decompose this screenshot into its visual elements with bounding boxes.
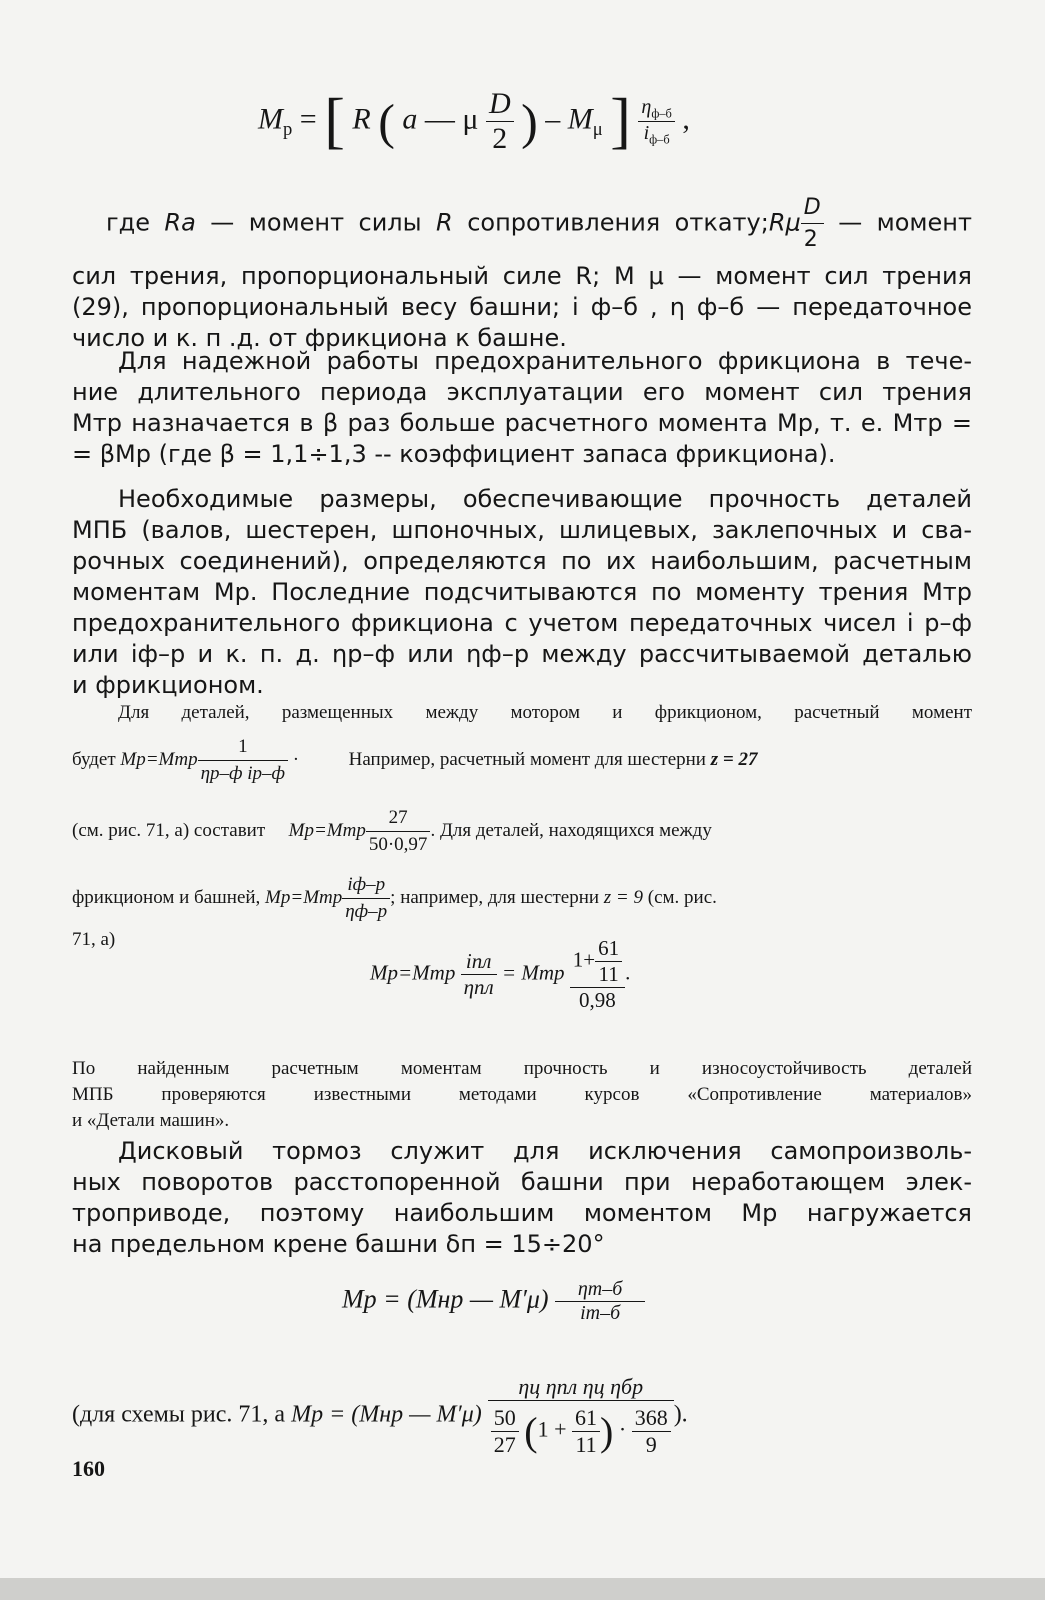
text-line: МПБ (валов, шестерен, шпоночных, шлицевых, заклепочных и сва- (72, 516, 972, 544)
paragraph-safety-friction (72, 346, 972, 470)
page-number: 160 (72, 1456, 105, 1481)
text-line: Mтр назначается в β раз больше расчетного момента Mр, т. е. Mтр = (72, 409, 972, 437)
paragraph-definitions (72, 192, 972, 354)
text-line: Для надежной работы предохранительного фрикциона в тече- (118, 347, 972, 375)
text-line: (29), пропорциональный весу башни; i ф–б , η ф–б — передаточное (72, 293, 972, 321)
formula-gear-moment: Mр=Mтр $\frac{\text{iпл}}{\text{ηпл}}$ = Mтр 1+ $\frac{61}{11}$ 0,98 . (370, 936, 631, 1012)
fraction-d-over-2: $\frac{D}{2}$ (486, 87, 514, 156)
formula-brake-moment: Mр = (Mнр — M′μ) $\frac{\eta т-б}{iт-б}$ (342, 1278, 645, 1325)
text-line: где Ra — момент силы R сопротивления откату;Rμ $\frac{D}{2}$ — момент (72, 192, 972, 255)
text-line: Для деталей, размещенных между мотором и фрикционом, расчетный момент (118, 702, 972, 723)
text-line: = βMр (где β = 1,1÷1,3 -- коэффициент запаса фрикциона). (72, 440, 836, 468)
text-line: МПБ проверяются известными методами курсов «Сопротивление материалов» (72, 1084, 972, 1105)
paragraph-disc-brake (72, 1136, 972, 1260)
text-line: рочных соединений), определяются по их наибольшим, расчетным (72, 547, 972, 575)
scan-bottom-edge (0, 1578, 1045, 1600)
text-line: или iф–р и к. п. д. ηр–ф или ηф–р между рассчитываемой деталью (72, 640, 972, 668)
left-paren: ( (378, 93, 395, 150)
text-line: моментам Mр. Последние подсчитываются по моменту трения Mтр (72, 578, 972, 606)
text-line: (см. рис. 71, а) составит Mр=Mтр $\frac{27}{50\cdot 0,97}$ . Для деталей, находящихся между (72, 805, 972, 858)
text-line: фрикционом и башней, Mр=Mтр $\frac{iф-р}{\eta ф-р}$ ; например, для шестерни z = 9 (см. рис. (72, 872, 972, 925)
text-line: ние длительного периода эксплуатации его момент сил трения (72, 378, 972, 406)
text-line: По найденным расчетным моментам прочность и износоустойчивость деталей (72, 1058, 972, 1079)
fraction-eta-over-i: $\frac{\eta_{ф-б}}{i_{ф-б}}$ (638, 96, 674, 148)
text-line: троприводе, поэтому наибольшим моментом Mр нагружается (72, 1199, 972, 1227)
text-line: предохранительного фрикциона с учетом передаточных чисел i р–ф (72, 609, 972, 637)
smallprint-verification (72, 1056, 972, 1134)
text-line: и фрикционом. (72, 671, 264, 699)
text-line: ных поворотов расстопоренной башни при неработающем элек- (72, 1168, 972, 1196)
text-line: и «Детали машин». (72, 1110, 230, 1131)
right-bracket: ] (610, 87, 631, 155)
text-line: Дисковый тормоз служит для исключения самопроизволь- (118, 1137, 972, 1165)
smallprint-example (72, 700, 972, 953)
formula-moment-rotation: $M_р$ = [ R ( a — μ $\frac{D}{2}$ ) – $M_\mu$ ] $\frac{\eta_{ф-б}}{i_{ф-б}}$ , (258, 87, 690, 155)
text-line: на предельном крене башни δп = 15÷20° (72, 1230, 605, 1258)
text-line: 71, а) (72, 929, 116, 950)
text-line: Необходимые размеры, обеспечивающие прочность деталей (118, 485, 972, 513)
paragraph-dimensions (72, 484, 972, 701)
text-line: будет Mр=Mтр $\frac{1}{\text{ηр–ф iр–ф}}$ · Например, расчетный момент для шестерни z = 27 (72, 734, 972, 787)
formula-scheme-71a: (для схемы рис. 71, а Mр = (Mнр — M′μ) ηц ηпл ηц ηбр $\frac{50}{27}$ (1 + $\frac{61}{11}$ ) · $\frac{368}{9}$ ). (72, 1374, 688, 1457)
text-line: число и к. п .д. от фрикциона к башне. (72, 324, 567, 352)
right-paren: ) (521, 93, 538, 150)
left-bracket: [ (324, 87, 345, 155)
text-line: сил трения, пропорциональный силе R; M μ — момент сил трения (72, 262, 972, 290)
